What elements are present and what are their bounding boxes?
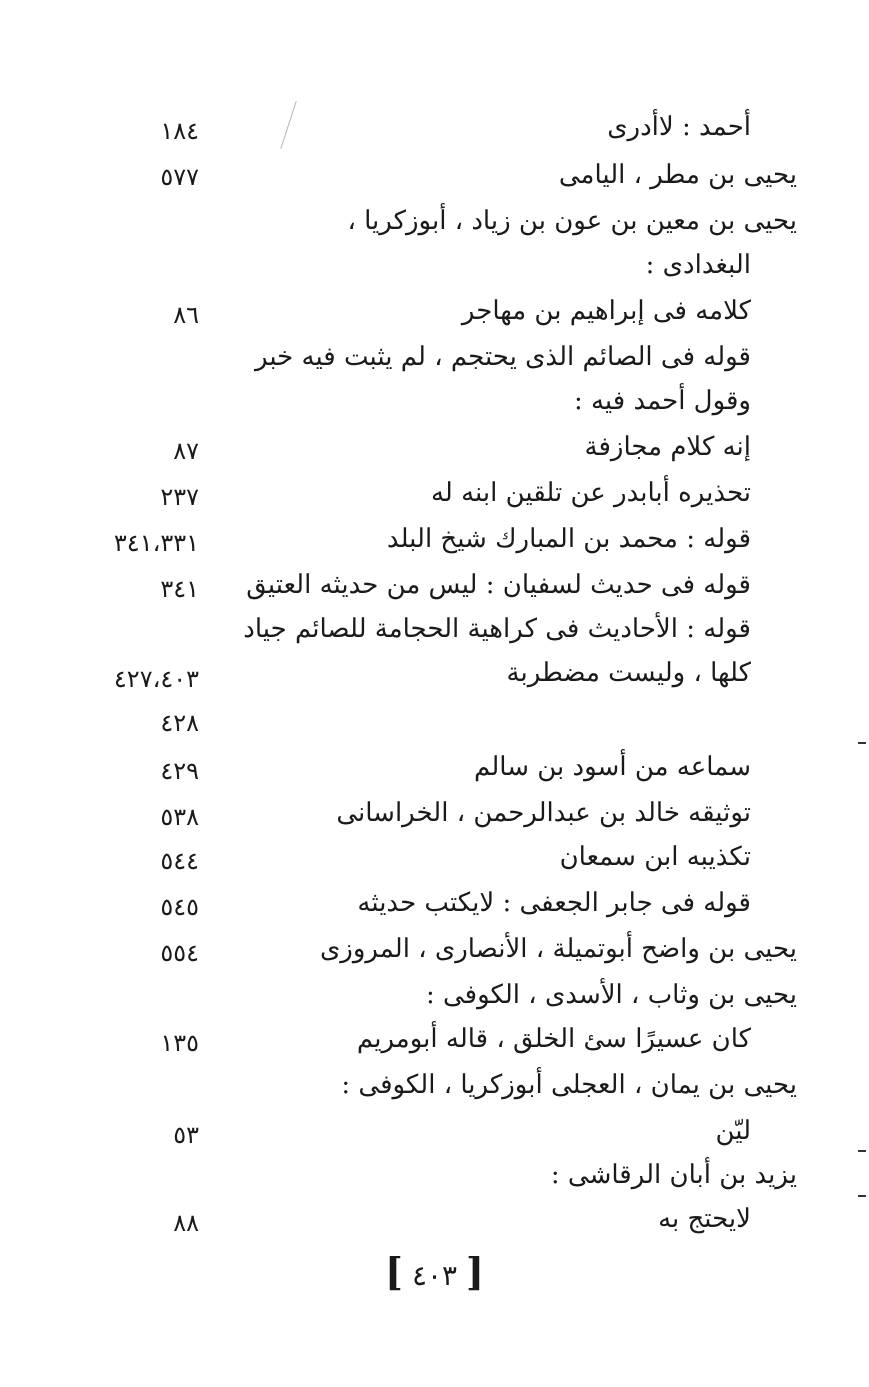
index-subentry: قوله فى حديث لسفيان : ليس من حديثه العتيق [246,570,751,600]
page-reference: ٥٧٧ [160,163,199,191]
scan-mark [858,742,866,744]
index-entry: يحيى بن يمان ، العجلى أبوزكريا ، الكوفى : [341,1070,797,1100]
page-reference: ٤٢٨ [160,709,199,737]
index-entry: يحيى بن معين بن عون بن زياد ، أبوزكريا ، [347,206,797,236]
scan-mark [280,101,296,149]
index-subentry: أحمد : لاأدرى [607,112,751,142]
page-reference: ٤٢٩ [160,757,199,785]
index-entry: يحيى بن واضح أبوتميلة ، الأنصارى ، المروزى [319,934,797,964]
index-subentry: إنه كلام مجازفة [584,432,751,462]
page-reference: ٥٤٤ [160,847,199,875]
index-entry: يحيى بن وثاب ، الأسدى ، الكوفى : [425,980,797,1010]
scan-mark [858,1195,866,1197]
page-reference: ٥٤٥ [160,893,199,921]
folio-number: ٤٠٣ [411,1259,458,1292]
index-subentry: لايحتج به [658,1204,751,1234]
page-reference: ٥٥٤ [160,939,199,967]
index-subentry: تكذيبه ابن سمعان [559,842,751,872]
page-reference: ٣٤١ [160,575,199,603]
page-reference: ١٨٤ [160,117,199,145]
page-reference: ٢٣٧ [160,483,199,511]
page-reference: ٣٤١،٣٣١ [113,529,199,557]
index-subentry: قوله فى الصائم الذى يحتجم ، لم يثبت فيه خبر [254,342,751,372]
index-subentry: كان عسيرًا سئ الخلق ، قاله أبومريم [356,1024,751,1054]
index-subentry: ليّن [715,1116,751,1146]
index-subentry: قوله : محمد بن المبارك شيخ البلد [386,524,751,554]
page-reference: ٨٨ [173,1209,199,1237]
page-reference: ٥٣٨ [160,803,199,831]
page-reference: ٨٧ [173,437,199,465]
page-number [0,1249,869,1296]
index-entry: يزيد بن أبان الرقاشى : [550,1160,797,1190]
page-reference: ٤٢٧،٤٠٣ [113,665,199,693]
folio-bracket-open: [ [465,1249,484,1294]
page-reference: ١٣٥ [160,1029,199,1057]
folio-bracket-close: ] [385,1249,404,1294]
index-subentry: قوله : الأحاديث فى كراهية الحجامة للصائم جياد [243,614,751,644]
index-subentry: كلامه فى إبراهيم بن مهاجر [461,296,751,326]
index-subentry: تحذيره أبابدر عن تلقين ابنه له [430,478,751,508]
scan-mark [858,1150,866,1152]
index-subentry: قوله فى جابر الجعفى : لايكتب حديثه [357,888,751,918]
index-subentry: توثيقه خالد بن عبدالرحمن ، الخراسانى [336,798,751,828]
index-entry: يحيى بن مطر ، اليامى [558,160,797,190]
page-reference: ٨٦ [173,301,199,329]
index-entry-continued: البغدادى : [645,250,751,280]
index-subentry: سماعه من أسود بن سالم [474,752,751,782]
index-subentry-continued: وقول أحمد فيه : [573,386,751,416]
page-reference: ٥٣ [173,1121,199,1149]
index-subentry-continued: كلها ، وليست مضطربة [506,658,751,688]
